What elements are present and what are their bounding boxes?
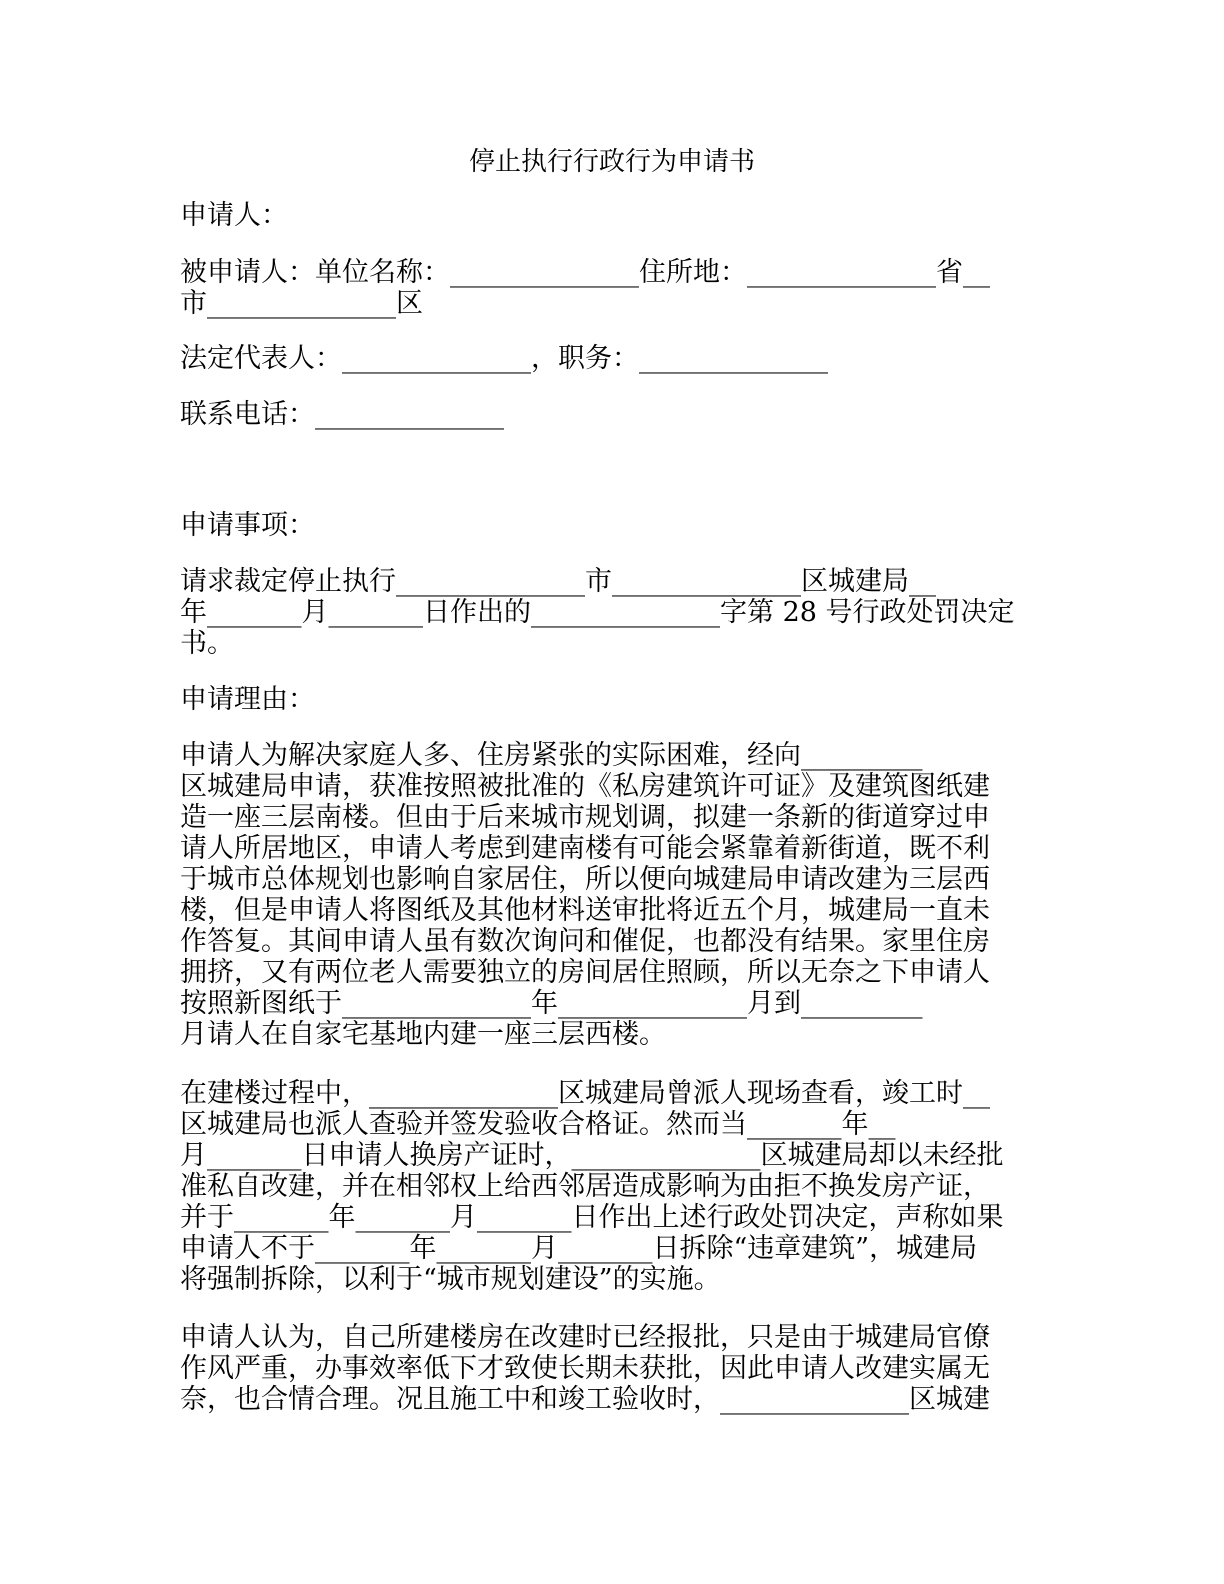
reason-line: 楼，但是申请人将图纸及其他材料送审批将近五个月，城建局一直未	[180, 895, 990, 926]
phone-line: 联系电话：______________	[180, 399, 504, 430]
reason-paragraph-3	[180, 1322, 1030, 1415]
phone-field	[180, 399, 1030, 430]
reason-heading	[180, 684, 1030, 715]
reason-paragraph-1	[180, 740, 1030, 1050]
request-line: 年_______月_______日作出的______________字第 28 号行政处罚决定	[180, 597, 1015, 628]
reason-line: 申请人不于_______年_______月_______日拆除“违章建筑”，城建局	[180, 1233, 978, 1264]
respondent-line: 被申请人：单位名称：______________住所地：______________省__	[180, 257, 990, 288]
reason-line: 申请人为解决家庭人多、住房紧张的实际困难，经向_________	[180, 740, 923, 771]
reason-line: 于城市总体规划也影响自家居住，所以便向城建局申请改建为三层西	[180, 864, 990, 895]
reason-line: 月_______日申请人换房产证时，______________区城建局却以未经批	[180, 1140, 1004, 1171]
reason-line: 准私自改建，并在相邻权上给西邻居造成影响为由拒不换发房产证，	[180, 1171, 990, 1202]
request-heading	[180, 510, 1030, 541]
reason-heading-text: 申请理由：	[180, 684, 315, 715]
request-line: 请求裁定停止执行______________市______________区城建局__	[180, 566, 936, 597]
request-heading-text: 申请事项：	[180, 510, 315, 541]
reason-line: 月请人在自家宅基地内建一座三层西楼。	[180, 1019, 666, 1050]
reason-line: 造一座三层南楼。但由于后来城市规划调，拟建一条新的街道穿过申	[180, 802, 990, 833]
reason-line: 请人所居地区，申请人考虑到建南楼有可能会紧靠着新街道，既不利	[180, 833, 990, 864]
legal-representative-line: 法定代表人：______________，职务：______________	[180, 343, 828, 374]
reason-line: 作答复。其间申请人虽有数次询问和催促，也都没有结果。家里住房	[180, 926, 990, 957]
reason-line: 按照新图纸于______________年______________月到_________	[180, 988, 923, 1019]
reason-line: 区城建局也派人查验并签发验收合格证。然而当_______年__	[180, 1109, 896, 1140]
reason-line: 申请人认为，自己所建楼房在改建时已经报批，只是由于城建局官僚	[180, 1322, 990, 1353]
reason-line: 将强制拆除，以利于“城市规划建设”的实施。	[180, 1264, 721, 1295]
reason-line: 并于_______年_______月_______日作出上述行政处罚决定，声称如果	[180, 1202, 1004, 1233]
respondent-line: 市______________区	[180, 288, 423, 319]
applicant-label: 申请人：	[180, 200, 288, 231]
applicant-field	[180, 200, 1030, 231]
reason-line: 区城建局申请，获准按照被批准的《私房建筑许可证》及建筑图纸建	[180, 771, 990, 802]
document-title: 停止执行行政行为申请书	[468, 147, 755, 177]
request-line: 书。	[180, 628, 234, 659]
reason-line: 奈，也合情合理。况且施工中和竣工验收时，______________区城建	[180, 1384, 990, 1415]
reason-line: 拥挤，又有两位老人需要独立的房间居住照顾，所以无奈之下申请人	[180, 957, 990, 988]
reason-line: 作风严重，办事效率低下才致使长期未获批，因此申请人改建实属无	[180, 1353, 990, 1384]
reason-paragraph-2	[180, 1078, 1030, 1295]
reason-line: 在建楼过程中，______________区城建局曾派人现场查看，竣工时__	[180, 1078, 990, 1109]
request-paragraph	[180, 566, 1030, 659]
legal-representative-field	[180, 343, 1030, 374]
respondent-field	[180, 257, 1030, 319]
